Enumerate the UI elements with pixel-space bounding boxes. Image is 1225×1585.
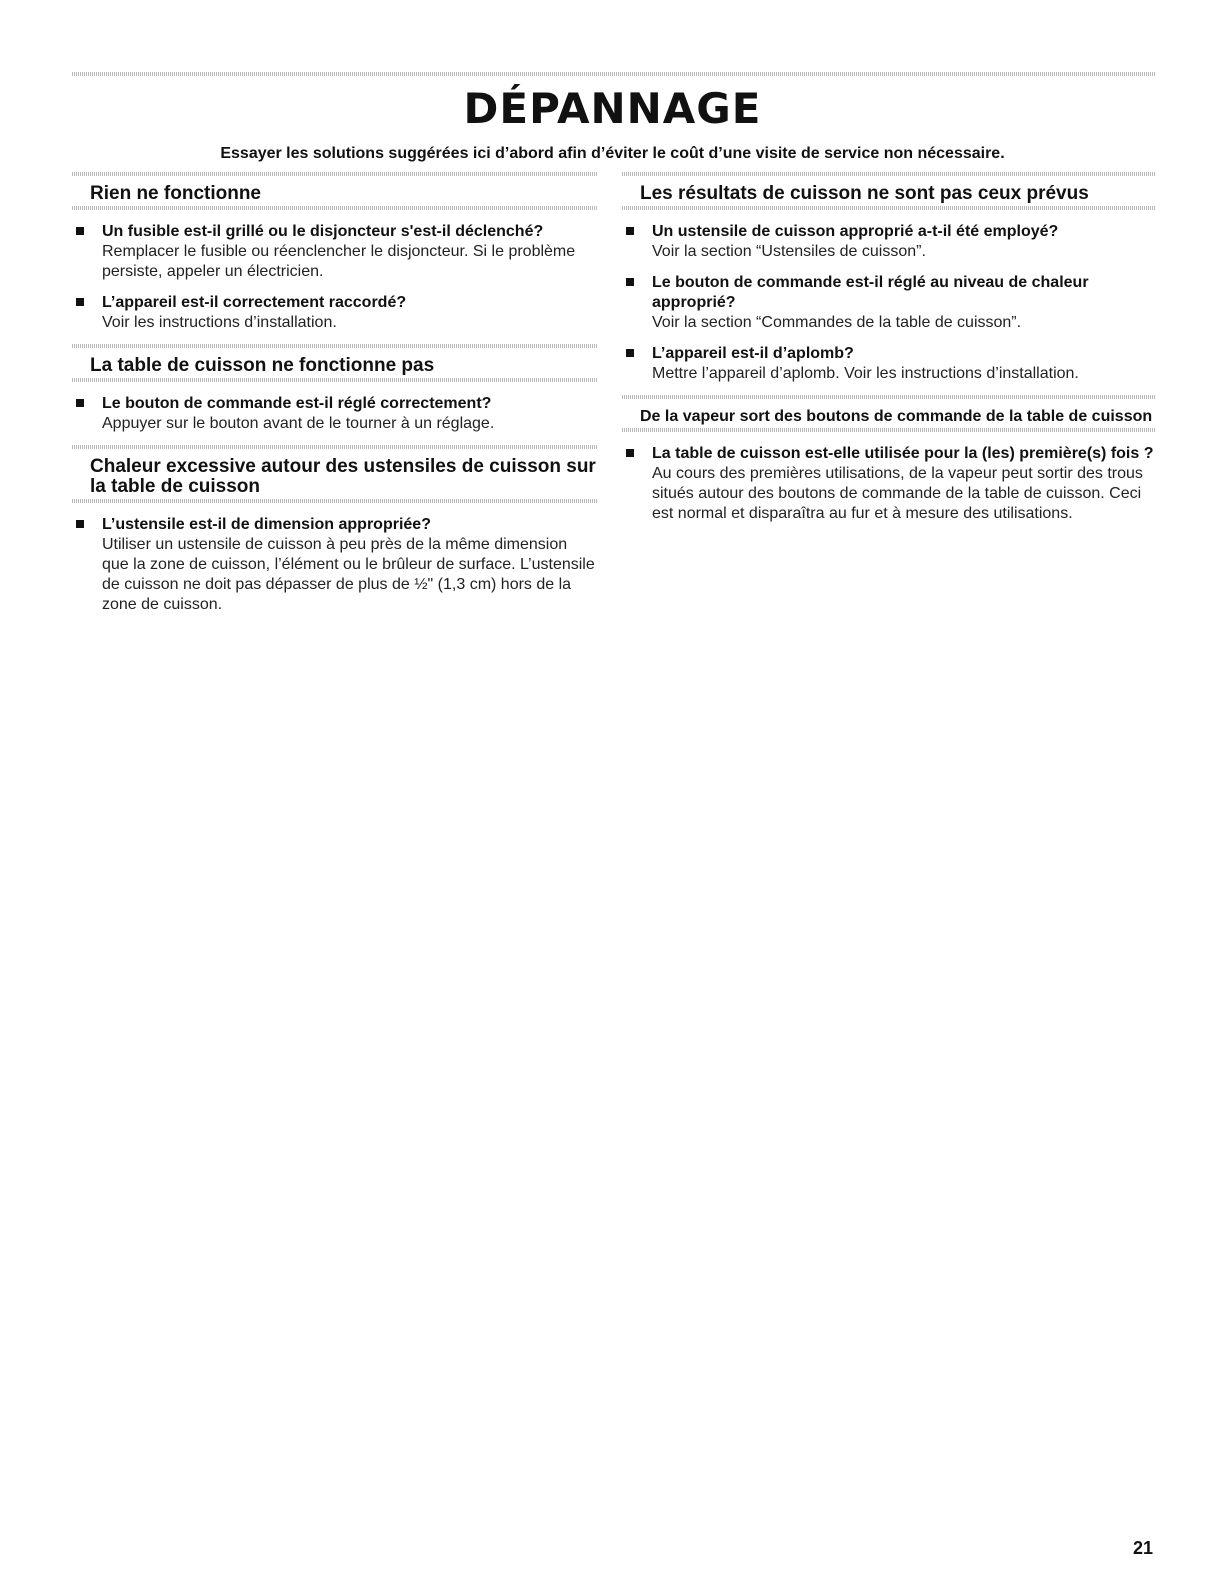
question: Un ustensile de cuisson approprié a-t-il été employé? [652, 223, 1059, 240]
answer: Voir la section “Ustensiles de cuisson”. [652, 243, 926, 260]
square-bullet-icon [76, 520, 84, 528]
right-column [622, 172, 1155, 535]
page-subtitle: Essayer les solutions suggérées ici d’abord afin d’éviter le coût d’une visite de service non nécessaire. [220, 145, 1005, 162]
question: L’appareil est-il d’aplomb? [652, 345, 854, 362]
square-bullet-icon [626, 227, 634, 235]
list-item [72, 293, 597, 333]
section-rien-ne-fonctionne [72, 172, 597, 333]
section-heading: Chaleur excessive autour des ustensiles de cuisson sur la table de cuisson [72, 445, 597, 503]
page-title: DÉPANNAGE [463, 84, 762, 133]
question: Le bouton de commande est-il réglé au niveau de chaleur approprié? [652, 274, 1089, 311]
square-bullet-icon [76, 227, 84, 235]
list-item [622, 222, 1155, 262]
list-item [622, 273, 1155, 333]
question-list [72, 222, 597, 333]
section-heading: Les résultats de cuisson ne sont pas ceux prévus [622, 172, 1155, 210]
question-list [72, 394, 597, 434]
list-item [72, 222, 597, 282]
question: Le bouton de commande est-il réglé correctement? [102, 395, 492, 412]
section-table-ne-fonctionne-pas [72, 344, 597, 434]
question-list [622, 444, 1155, 524]
square-bullet-icon [76, 298, 84, 306]
answer: Au cours des premières utilisations, de la vapeur peut sortir des trous situés autour des boutons de commande de la table de cuisson. Ceci est normal et disparaîtra au fur et à mesure des utilisations. [652, 465, 1143, 522]
list-item [72, 394, 597, 434]
list-item [72, 515, 597, 615]
section-vapeur-boutons [622, 395, 1155, 524]
answer: Remplacer le fusible ou réenclencher le disjoncteur. Si le problème persiste, appeler un électricien. [102, 243, 576, 280]
question: L’ustensile est-il de dimension appropriée? [102, 516, 431, 533]
answer: Voir la section “Commandes de la table de cuisson”. [652, 314, 1022, 331]
question: L’appareil est-il correctement raccordé? [102, 294, 407, 311]
answer: Mettre l’appareil d’aplomb. Voir les instructions d’installation. [652, 365, 1079, 382]
square-bullet-icon [626, 278, 634, 286]
question-list [622, 222, 1155, 384]
section-chaleur-excessive [72, 445, 597, 615]
answer: Appuyer sur le bouton avant de le tourner à un réglage. [102, 415, 495, 432]
question-list [72, 515, 597, 615]
section-heading: De la vapeur sort des boutons de commande de la table de cuisson [622, 395, 1155, 432]
square-bullet-icon [76, 399, 84, 407]
question: La table de cuisson est-elle utilisée pour la (les) première(s) fois ? [652, 445, 1154, 462]
answer: Voir les instructions d’installation. [102, 314, 337, 331]
left-column [72, 172, 597, 626]
section-heading: La table de cuisson ne fonctionne pas [72, 344, 597, 382]
answer: Utiliser un ustensile de cuisson à peu près de la même dimension que la zone de cuisson, l’élément ou le brûleur de surface. L’ustensile de cuisson ne doit pas dépasser de plus de ½" (1,3 cm) hors de la zone de cuisson. [102, 536, 595, 613]
section-heading: Rien ne fonctionne [72, 172, 597, 210]
square-bullet-icon [626, 449, 634, 457]
question: Un fusible est-il grillé ou le disjoncteur s'est-il déclenché? [102, 223, 544, 240]
top-rule [72, 72, 1155, 76]
square-bullet-icon [626, 349, 634, 357]
page-number: 21 [1132, 1538, 1153, 1558]
list-item [622, 344, 1155, 384]
list-item [622, 444, 1155, 524]
section-resultats-cuisson [622, 172, 1155, 384]
